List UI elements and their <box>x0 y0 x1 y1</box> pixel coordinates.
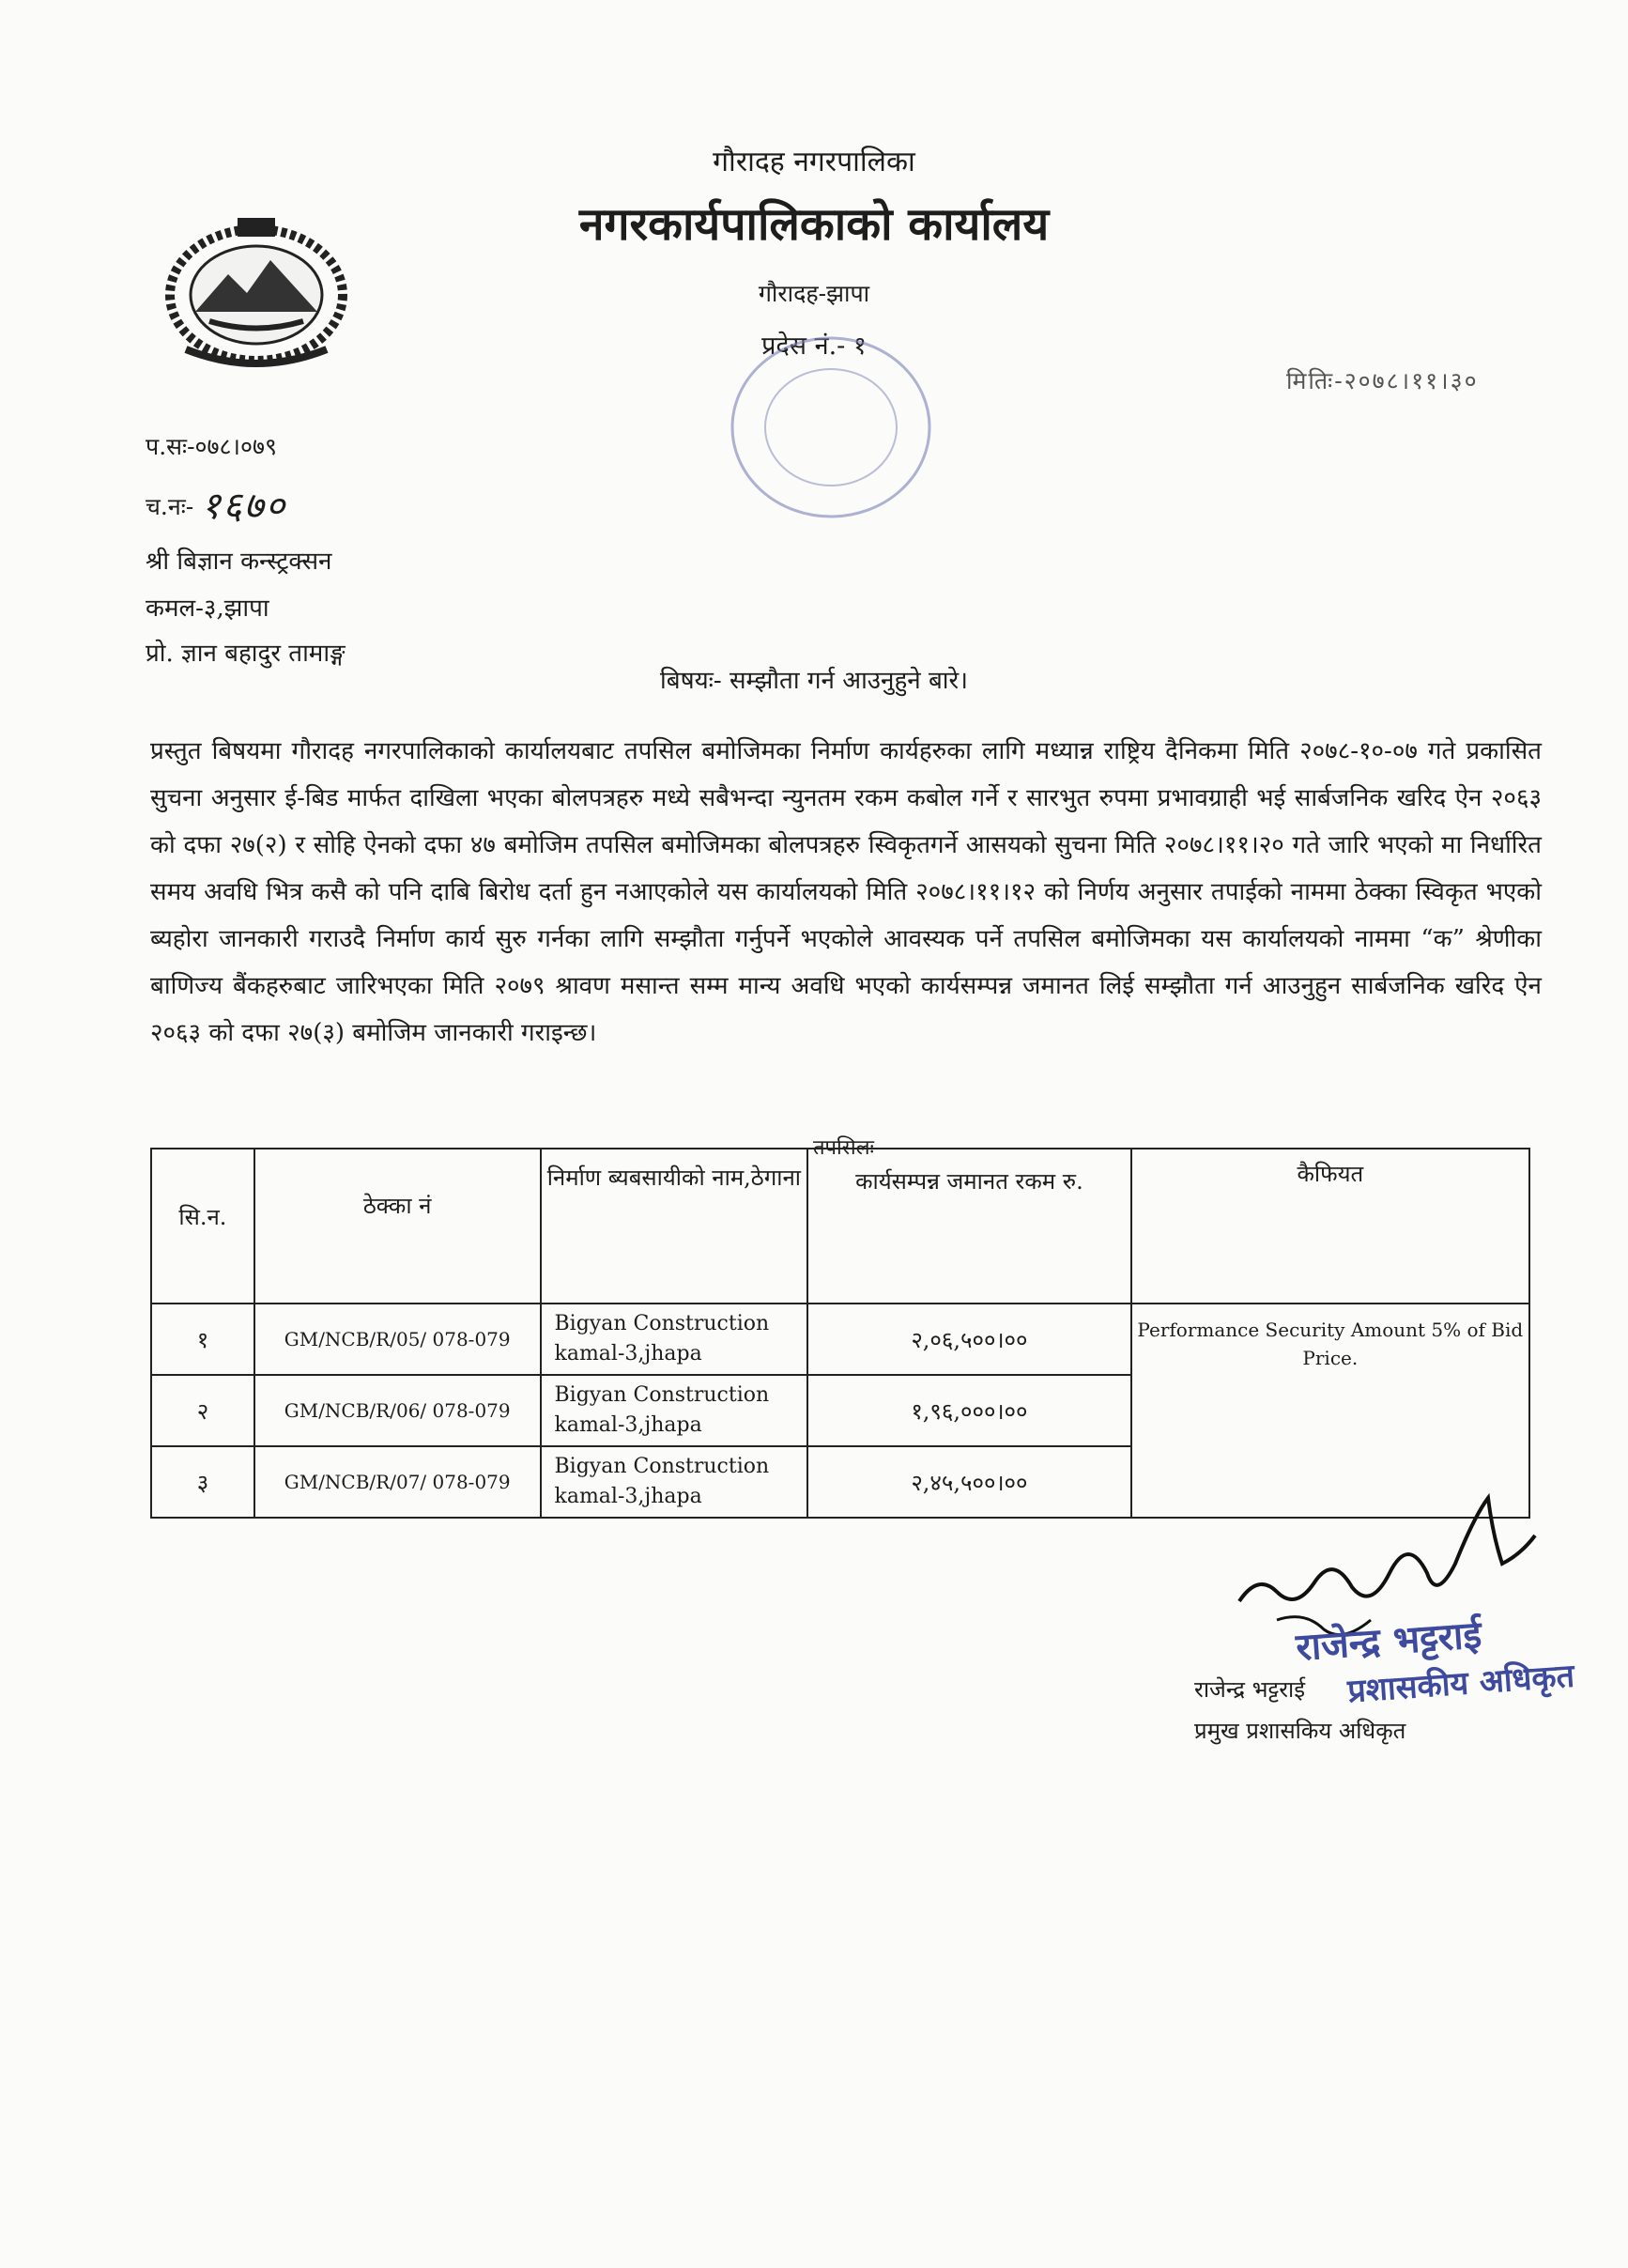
bidder-address: kamal-3,jhapa <box>554 1342 702 1365</box>
table-header-row <box>151 1149 1529 1304</box>
recipient-address: कमल-३,झापा <box>146 594 269 623</box>
recipient-name: श्री बिज्ञान कन्स्ट्रक्सन <box>146 548 332 576</box>
header-remarks: कैफियत <box>1131 1149 1529 1304</box>
stamp-title: प्रशासकीय अधिकृत <box>1346 1657 1576 1711</box>
signatory-title: प्रमुख प्रशासकिय अधिकृत <box>1194 1718 1406 1744</box>
office-title: नगरकार्यपालिकाको कार्यालय <box>578 198 1050 251</box>
bidder-name: Bigyan Construction <box>554 1312 770 1335</box>
row-contract: GM/NCB/R/07/ 078-079 <box>254 1446 541 1518</box>
row-bidder <box>541 1304 808 1375</box>
signatory-name: राजेन्द्र भट्टराई <box>1194 1676 1306 1703</box>
row-amount: २,०६,५००।०० <box>807 1304 1130 1375</box>
letter-date: मितिः-२०७८।११।३० <box>1286 367 1479 394</box>
bidder-name: Bigyan Construction <box>554 1383 770 1407</box>
recipient-proprietor: प्रो. ज्ञान बहादुर तामाङ्ग <box>146 640 346 668</box>
header-contract: ठेक्का नं <box>254 1149 541 1304</box>
office-seal-icon <box>723 329 939 526</box>
row-bidder <box>541 1446 808 1518</box>
row-sn: १ <box>151 1304 254 1375</box>
dispatch-ref <box>146 474 286 526</box>
bidder-address: kamal-3,jhapa <box>554 1413 702 1437</box>
header-amount: कार्यसम्पन्न जमानत रकम रु. <box>807 1149 1130 1304</box>
letter-subject: बिषयः- सम्झौता गर्न आउनुहुने बारे। <box>659 667 969 695</box>
letter-body: प्रस्तुत बिषयमा गौरादह नगरपालिकाको कार्यालयबाट तपसिल बमोजिमका निर्माण कार्यहरुका लागि मध्यान्न राष्ट्रिय दैनिकमा मिति २०७८-१०-०७ गते प्रकासित सुचना अनुसार ई-बिड मार्फत दाखिला भएका बोलपत्रहरु मध्ये सबैभन्दा न्युनतम रकम कबोल गर्ने र सारभुत रुपमा प्रभावग्राही भई सार्बजनिक खरिद ऐन २०६३ को दफा २७(२) र सोहि ऐनको दफा ४७ बमोजिम तपसिल बमोजिमका बोलपत्रहरु स्विकृतगर्ने आसयको सुचना मिति २०७८।११।२० गते जारि भएको मा निर्धारित समय अवधि भित्र कसै को पनि दाबि बिरोध दर्ता हुन नआएकोले यस कार्यालयको मिति २०७८।११।१२ को निर्णय अनुसार तपाईको नाममा ठेक्का स्विकृत भएको ब्यहोरा जानकारी गराउदै निर्माण कार्य सुरु गर्नका लागि सम्झौता गर्नुपर्ने भएकोले आवस्यक पर्ने तपसिल बमोजिमका यस कार्यालयको नाममा “क” श्रेणीका बाणिज्य बैंकहरुबाट जारिभएका मिति २०७९ श्रावण मसान्त सम्म मान्य अवधि भएको कार्यसम्पन्न जमानत लिई सम्झौता गर्न आउनुहुन सार्बजनिक खरिद ऐन २०६३ को दफा २७(३) बमोजिम जानकारी गराइन्छ। <box>150 737 1542 1047</box>
performance-security-table <box>150 1148 1530 1519</box>
details-label: तपसिलः- <box>813 1136 882 1160</box>
bidder-name: Bigyan Construction <box>554 1455 770 1478</box>
row-contract: GM/NCB/R/06/ 078-079 <box>254 1375 541 1446</box>
row-contract: GM/NCB/R/05/ 078-079 <box>254 1304 541 1375</box>
row-bidder <box>541 1375 808 1446</box>
row-amount: २,४५,५००।०० <box>807 1446 1130 1518</box>
row-sn: २ <box>151 1375 254 1446</box>
dispatch-number: १६७० <box>201 485 287 528</box>
remarks-cell: Performance Security Amount 5% of Bid Price. <box>1131 1304 1529 1518</box>
row-sn: ३ <box>151 1446 254 1518</box>
header-bidder: निर्माण ब्यबसायीको नाम,ठेगाना <box>541 1149 808 1304</box>
stamp-name: राजेन्द्र भट्टराई <box>1294 1612 1483 1670</box>
dispatch-label: च.नः- <box>146 493 194 520</box>
fiscal-year-ref: प.सः-०७८।०७९ <box>146 433 278 460</box>
bidder-address: kamal-3,jhapa <box>554 1485 702 1508</box>
municipality-name: गौरादह नगरपालिका <box>713 146 915 178</box>
office-location: गौरादह-झापा <box>758 280 870 307</box>
row-amount: १,९६,०००।०० <box>807 1375 1130 1446</box>
header-sn: सि.न. <box>151 1149 254 1304</box>
table-row <box>151 1304 1529 1375</box>
province: प्रदेस नं.- १ <box>761 332 867 361</box>
